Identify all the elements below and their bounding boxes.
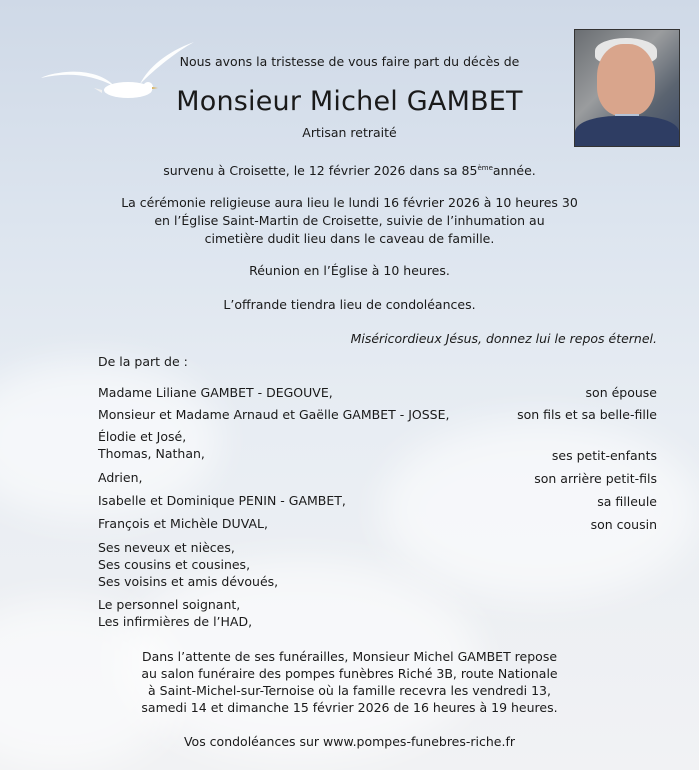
ceremony-line: cimetière dudit lieu dans le caveau de famille.: [204, 231, 495, 246]
family-relation: son arrière petit-fils: [534, 471, 657, 486]
family-relation: ses petit-enfants: [551, 448, 657, 463]
funeral-line: Dans l’attente de ses funérailles, Monsieur Michel GAMBET repose: [141, 649, 558, 664]
ceremony-line: en l’Église Saint-Martin de Croisette, suivie de l’inhumation au: [154, 213, 545, 228]
staff-line: Les infirmières de l’HAD,: [98, 614, 253, 629]
family-relation: son cousin: [590, 517, 657, 532]
reunion-text: Réunion en l’Église à 10 heures.: [249, 263, 450, 278]
family-heading: De la part de :: [98, 354, 188, 369]
death-notice: survenu à Croisette, le 12 février 2026 dans sa 85èmeannée.: [163, 163, 536, 178]
family-names: Isabelle et Dominique PENIN - GAMBET,: [98, 493, 346, 508]
family-relation: son épouse: [585, 385, 657, 400]
prayer-text: Miséricordieux Jésus, donnez lui le repos éternel.: [350, 331, 657, 346]
family-relation: son fils et sa belle-fille: [517, 407, 657, 422]
family-relation: sa filleule: [597, 494, 657, 509]
funeral-line: samedi 14 et dimanche 15 février 2026 de 16 heures à 19 heures.: [141, 700, 558, 715]
funeral-line: au salon funéraire des pompes funèbres Riché 3B, route Nationale: [141, 666, 558, 681]
intro-text: Nous avons la tristesse de vous faire part du décès de: [179, 54, 520, 69]
deceased-name: Monsieur Michel GAMBET: [176, 86, 523, 117]
family-names: Adrien,: [98, 470, 143, 485]
relatives-line: Ses neveux et nièces,: [98, 540, 235, 555]
family-names: Madame Liliane GAMBET - DEGOUVE,: [98, 385, 333, 400]
family-names: Thomas, Nathan,: [98, 446, 205, 461]
relatives-line: Ses cousins et cousines,: [98, 557, 251, 572]
offrande-text: L’offrande tiendra lieu de condoléances.: [223, 297, 476, 312]
family-names: Élodie et José,: [98, 429, 187, 444]
profession: Artisan retraité: [302, 125, 397, 140]
family-names: Monsieur et Madame Arnaud et Gaëlle GAMBET - JOSSE,: [98, 407, 450, 422]
staff-line: Le personnel soignant,: [98, 597, 241, 612]
family-names: François et Michèle DUVAL,: [98, 516, 268, 531]
condolences-link[interactable]: Vos condoléances sur www.pompes-funebres-riche.fr: [183, 734, 516, 749]
ceremony-line: La cérémonie religieuse aura lieu le lundi 16 février 2026 à 10 heures 30: [121, 195, 578, 210]
relatives-line: Ses voisins et amis dévoués,: [98, 574, 279, 589]
funeral-line: à Saint-Michel-sur-Ternoise où la famille recevra les vendredi 13,: [148, 683, 551, 698]
cloud: [380, 420, 699, 600]
